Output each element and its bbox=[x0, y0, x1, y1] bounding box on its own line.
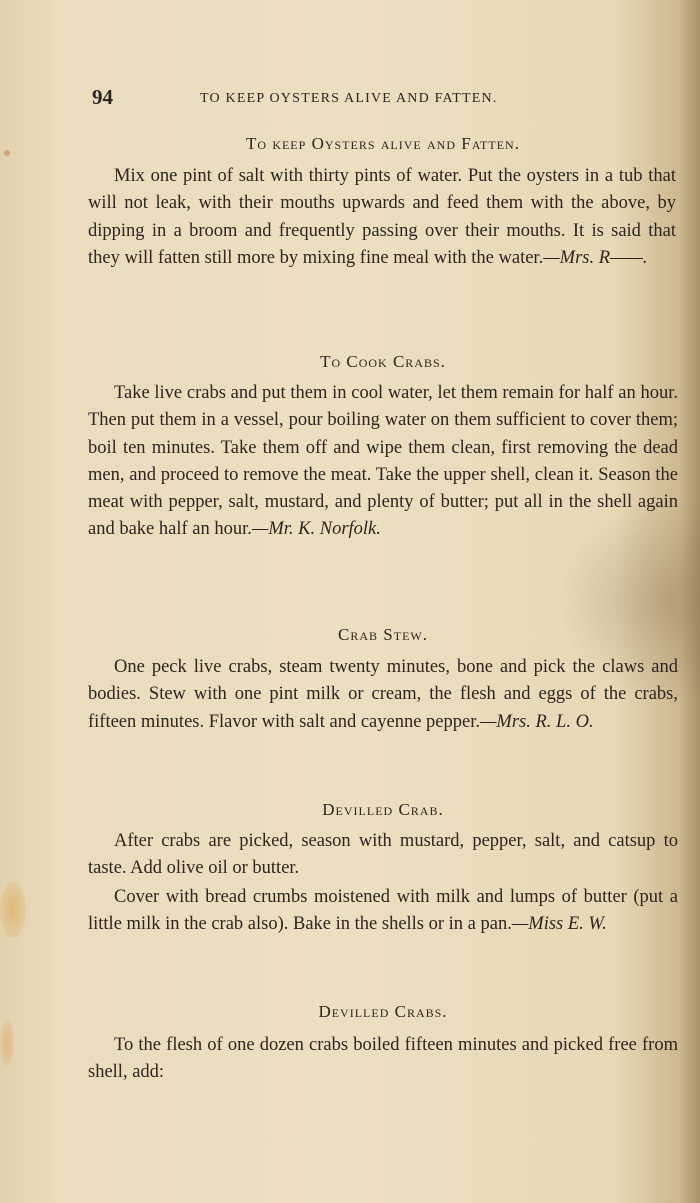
recipe-paragraph bbox=[88, 1032, 678, 1087]
paragraph-text: To the flesh of one dozen crabs boiled fifteen minutes and picked free from shell, add: bbox=[88, 1035, 678, 1083]
recipe-paragraph bbox=[88, 380, 678, 544]
section-title: Crab Stew. bbox=[338, 625, 428, 644]
recipe-signature: —Mr. K. Norfolk. bbox=[251, 519, 381, 540]
paragraph-text: Take live crabs and put them in cool water, let them remain for half an hour. Then put them in a vessel, pour boiling water on them sufficient to cover them; boil ten minutes. Take them off and wipe them clean, first removing the dead men, and proceed to remove the meat. Take the upper shell, clean it. Season the meat with pepper, salt, mustard, and plenty of butter; put all in the shell again and bake half an hour. bbox=[88, 383, 678, 540]
page-number: 94 bbox=[92, 85, 113, 109]
section-title: To keep Oysters alive and Fatten. bbox=[246, 134, 520, 153]
page-stain bbox=[0, 1020, 14, 1066]
paragraph-text: Cover with bread crumbs moistened with milk and lumps of butter (put a little milk in the crab also). Bake in the shells or in a pan. bbox=[88, 887, 678, 935]
page-header bbox=[92, 85, 584, 113]
recipe-signature: —Mrs. R. L. O. bbox=[479, 711, 594, 732]
running-head: TO KEEP OYSTERS ALIVE AND FATTEN. bbox=[200, 91, 498, 106]
recipe-paragraph bbox=[88, 884, 678, 939]
paragraph-text: Mix one pint of salt with thirty pints of water. Put the oysters in a tub that will not leak, with their mouths upwards and feed them with the above, by dipping in a broom and frequently passing over their mouths. It is said that they will fatten still more by mixing fine meal with the water. bbox=[88, 166, 676, 268]
recipe-paragraph bbox=[88, 828, 678, 883]
section-title: Devilled Crabs. bbox=[318, 1002, 448, 1021]
recipe-signature: —Miss E. W. bbox=[511, 914, 607, 935]
section-title: Devilled Crab. bbox=[322, 800, 444, 819]
paragraph-text: After crabs are picked, season with mustard, pepper, salt, and catsup to taste. Add olive oil or butter. bbox=[88, 831, 678, 879]
section-title: To Cook Crabs. bbox=[320, 352, 446, 371]
page-stain bbox=[0, 882, 26, 938]
page-stain bbox=[4, 150, 10, 156]
recipe-paragraph bbox=[88, 163, 676, 272]
paragraph-text: One peck live crabs, steam twenty minutes, bone and pick the claws and bodies. Stew with one pint milk or cream, the flesh and eggs of the crabs, fifteen minutes. Flavor with salt and cayenne pepper. bbox=[88, 657, 678, 732]
recipe-paragraph bbox=[88, 654, 678, 736]
recipe-signature: —Mrs. R——. bbox=[543, 247, 648, 268]
